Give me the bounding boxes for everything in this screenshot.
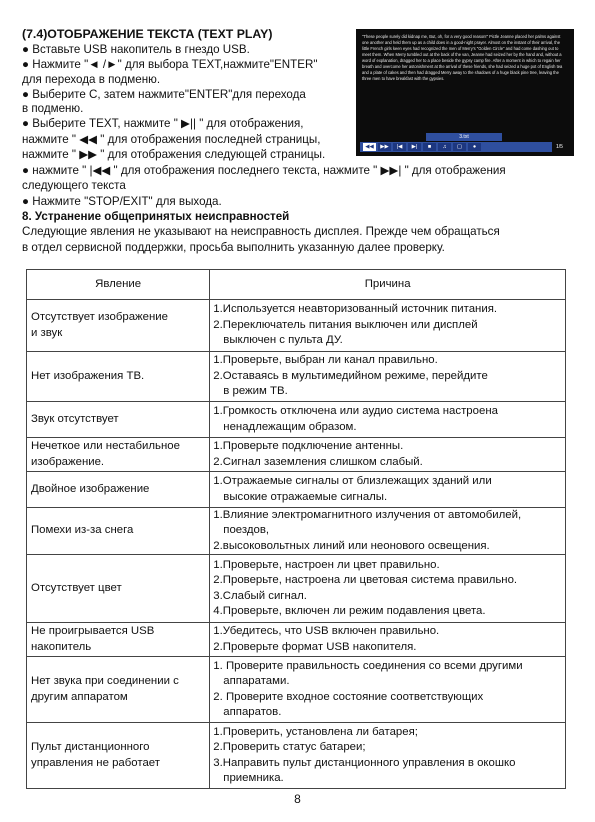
symptom-cell: Помехи из-за снега [27, 508, 210, 555]
page-counter: 1/5 [556, 144, 563, 150]
stop-icon: ■ [423, 143, 436, 151]
table-row [27, 402, 566, 438]
symptom-cell: Пульт дистанционного управления не работает [27, 723, 210, 789]
next-icon: ▶| [408, 143, 421, 151]
table-row [27, 472, 566, 508]
cause-cell: 1.Проверьте, настроен ли цвет правильно. 2.Проверьте, настроена ли цветовая система правильно. 3.Слабый сигнал. 4.Проверьте, включен ли режим подавления цвета. [210, 555, 566, 623]
header-cause: Причина [210, 270, 566, 300]
instruction-line: в подменю. [22, 102, 84, 115]
cause-cell: 1.Проверить, установлена ли батарея; 2.Проверить статус батареи; 3.Направить пульт дистанционного управления в окошко приемника. [210, 723, 566, 789]
symptom-cell: Нет изображения ТВ. [27, 352, 210, 402]
troubleshooting-title: 8. Устранение общепринятых неисправностей [22, 210, 290, 223]
instruction-line: ● Нажмите "◄ /►" для выбора TEXT,нажмите"ENTER" [22, 58, 318, 71]
table-row [27, 438, 566, 472]
instruction-line: ● Выберите C, затем нажмите"ENTER"для перехода [22, 88, 306, 101]
cause-cell: 1.Используется неавторизованный источник питания. 2.Переключатель питания выключен или дисплей выключен с пульта ДУ. [210, 300, 566, 352]
rewind-icon: ◀◀ [363, 143, 376, 151]
instruction-line: нажмите " ▶▶ " для отображения следующей страницы. [22, 148, 326, 161]
instruction-line: ● Вставьте USB накопитель в гнездо USB. [22, 43, 250, 56]
page-number: 8 [294, 792, 301, 806]
previous-icon: |◀ [393, 143, 406, 151]
text-play-screenshot [356, 29, 574, 156]
header-symptom: Явление [27, 270, 210, 300]
symptom-cell: Отсутствует цвет [27, 555, 210, 623]
info-icon: ● [468, 143, 481, 151]
symptom-cell: Нет звука при соединении с другим аппаратом [27, 657, 210, 723]
instruction-line: ● нажмите " |◀◀ " для отображения последнего текста, нажмите " ▶▶| " для отображения [22, 164, 506, 177]
file-name-tab: 3.txt [426, 133, 502, 141]
page-icon: ▢ [453, 143, 466, 151]
cause-cell: 1.Проверьте, выбран ли канал правильно. 2.Оставаясь в мультимедийном режиме, перейдите в режим ТВ. [210, 352, 566, 402]
music-icon: ♫ [438, 143, 451, 151]
cause-cell: 1.Громкость отключена или аудио система настроена ненадлежащим образом. [210, 402, 566, 438]
text-play-content: "These people surely did kidnap me, But, oh, for a very good reason!" Pictle Jeanne placed her palms against one another and held them up as a child does in a good-night prayer. Almost on the instant of their arrival, the little French girls keen eyes had recognized the men of Merry's "Golden Circle" and had come dashing out to meet them. When Merry tumbled out at the back of the van, Jeanne had seized her by the hand and, without a word of explanation, dragged her to a place beside the gypsy camp fire. After a moment in which to regain her breath and overcome her astonishment at the arrival of these friends, she had seized a huge pot of English tea and a plate of cakes and then had dragged Merry away to the shadows of a huge black pine tree, leaving the three men to have breakfast with the gypsies. [362, 34, 563, 81]
troubleshooting-table [26, 269, 566, 789]
table-row [27, 300, 566, 352]
table-row [27, 352, 566, 402]
troubleshooting-intro: Следующие явления не указывают на неисправность дисплея. Прежде чем обращаться [22, 225, 500, 238]
cause-cell: 1.Проверьте подключение антенны. 2.Сигнал заземления слишком слабый. [210, 438, 566, 472]
instruction-line: следующего текста [22, 179, 126, 192]
instruction-line: ● Нажмите "STOP/EXIT" для выхода. [22, 195, 222, 208]
cause-cell: 1. Проверите правильность соединения со всеми другими аппаратами. 2. Проверите входное состояние соответствующих аппаратов. [210, 657, 566, 723]
fast-forward-icon: ▶▶ [378, 143, 391, 151]
table-row [27, 657, 566, 723]
instruction-line: для перехода в подменю. [22, 73, 161, 86]
playback-control-bar [360, 142, 552, 152]
symptom-cell: Не проигрывается USB накопитель [27, 623, 210, 657]
table-row [27, 723, 566, 789]
section-title: (7.4)ОТОБРАЖЕНИЕ ТЕКСТА (TEXT PLAY) [22, 27, 273, 41]
troubleshooting-intro: в отдел сервисной поддержки, просьба выполнить указанную далее проверку. [22, 241, 445, 254]
instruction-line: ● Выберите TEXT, нажмите " ▶|| " для отображения, [22, 117, 304, 130]
cause-cell: 1.Отражаемые сигналы от близлежащих зданий или высокие отражаемые сигналы. [210, 472, 566, 508]
symptom-cell: Двойное изображение [27, 472, 210, 508]
symptom-cell: Нечеткое или нестабильное изображение. [27, 438, 210, 472]
table-row [27, 555, 566, 623]
table-row [27, 508, 566, 555]
symptom-cell: Звук отсутствует [27, 402, 210, 438]
symptom-cell: Отсутствует изображение и звук [27, 300, 210, 352]
table-header-row [27, 270, 566, 300]
table-row [27, 623, 566, 657]
cause-cell: 1.Влияние электромагнитного излучения от автомобилей, поездов, 2.высоковольтных линий или неонового освещения. [210, 508, 566, 555]
instruction-line: нажмите " ◀◀ " для отображения последней страницы, [22, 133, 321, 146]
cause-cell: 1.Убедитесь, что USB включен правильно. 2.Проверьте формат USB накопителя. [210, 623, 566, 657]
